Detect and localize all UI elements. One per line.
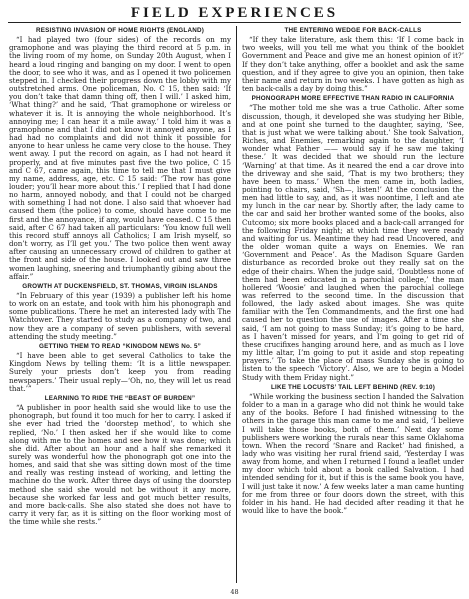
left-column [9,25,231,583]
article-heading: PHONOGRAPH MORE EFFECTIVE THAN RADIO IN CALIFORNIA [251,95,455,103]
right-column [242,25,464,583]
article-heading: LIKE THE LOCUSTS’ TAIL LEFT BEHIND (REV. 9:10) [270,383,436,391]
article-heading: THE ENTERING WEDGE FOR BACK-CALLS [284,27,422,34]
header-rule [8,22,461,23]
article-heading: GETTING THEM TO READ “KINGDOM NEWS No. 5” [38,342,201,350]
article-paragraph: “A publisher in poor health said she would like to use the phonograph, but found it too much for her to carry. I asked if she ever had tried the ‘doorstep method’, to which she replied, ‘No.’ I then asked her if she would like to come along with me to the homes and see how it was done; which she did. After about an hour and a half she remarked it surely was wonderful how the phonograph got one into the homes, and said that she was sitting down most of the time and really was resting instead of working, and letting the machine do the work. After three days of using the doorstep method she said she would not be without it any more, because she worked far less and got much better results, and more back-calls. She also stated she does not have to carry it very far, as it is sitting on the floor working most of the time while she rests.” [9,403,231,527]
article-heading: LEARNING TO RIDE THE “BEAST OF BURDEN” [44,394,196,402]
article-heading: GROWTH AT DUCKENSFIELD, ST. THOMAS, VIRGIN ISLANDS [22,282,218,290]
article-paragraph: “I had played two (four sides) of the records on my gramophone and was playing the third record at 5 p.m. in the living room of my home, on Sunday 20th August, when I heard a loud ringing and banging on my door. I went to open the door, to see who it was, and as I opened it two policemen stepped in. I checked their progress down the lobby with my outstretched arms. One policeman, No. C 15, then said: ‘If you don’t take that damn thing off, then I will.’ I asked him, ‘What thing?’ and he said, ‘That gramophone or wireless or whatever it is. It is annoying the whole neighborhood. It’s annoying me; I can hear it a mile away.’ I told him it was a gramophone and that I did not know it annoyed anyone, as I had had no complaints and did not think it possible for anyone to hear unless he came very close to the house. They went away. I put the record on again, as I had not heard it properly, and at five minutes past five the two police, C 15 and C 67, came again, this time to tell me that I must give my name, address, age, etc. C 15 said: ‘The row has gone louder; you’ll hear more about this.’ I replied that I had done no harm, annoyed nobody, and that I could not be charged with something I had not done. I also said that whoever had caused them (the police) to come, should have come to me first and the annoyance, if any, would have ceased. C 15 then said, after C 67 had taken all particulars: ‘You know full well this record stuff annoys all Catholics; I am Irish myself, so don’t worry, as I’ll get you.’ The two police then went away after causing an unnecessary crowd of children to gather at the front and side of the house. I looked out and saw three women laughing, sneering and triumphantly gibing about the affair.” [9,35,231,281]
article-paragraph: “I have been able to get several Catholics to take the Kingdom News by telling them: ‘It is a little newspaper. Surely your priests don’t keep you from reading newspapers.’ Their usual reply—‘Oh, no, they will let us read that.’” [9,351,231,393]
article-heading: RESISTING INVASION OF HOME RIGHTS (ENGLAND) [35,27,204,34]
page-title: FIELD EXPERIENCES [130,5,339,21]
column-divider [236,26,237,583]
article-paragraph: “The mother told me she was a true Catholic. After some discussion, though, it developed she was studying her Bible, and at one point she turned to the daughter, saying, ‘See, that is just what we were talking about.’ She took Salvation, Riches, and Enemies, remarking again to the daughter, ‘I wonder what Father —— would say if he saw me taking these.’ It was decided that we should run the lecture ‘Warning’ at that time. As it neared the end a car drove into the driveway and she said, ‘That is my two brothers; they have been to mass.’ When the men came in, both ladies, pointing to chairs, said, ‘Sh—, listen!’ At the conclusion the men had little to say, and, as it was noontime, I left and ate my lunch in the car near by. Shortly after, the lady came to the car and said her brother wanted some of the books, also Cutcomo; six more books placed and a back-call arranged for the following Friday night; at which time they were ready and waiting for us. Meantime they had read Uncovered, and the older woman quite a ways on Enemies. We ran ‘Government and Peace’. As the Madison Square Garden disturbance as recorded broke out they really sat on the edge of their chairs. When the judge said, ‘Doubtless none of them had been educated in a parochial college,’ the man hollered ‘Woosie’ and laughed when the parochial college was referred to the second time. In the discussion that followed, the lady asked about images. She was quite familiar with the Ten Commandments, and the first one had caused her to question the use of images. After a time she said, ‘I am not going to mass Sunday; it’s going to be hard, as I haven’t missed for years, and I’m going to get rid of these crucifixes hanging around here, and as much as I love my little altar, I’m going to put it aside and stop repeating prayers.’ To take the place of mass Sunday she is going to listen to the speech ‘Victory’. Also, we are to begin a Model Study with them Friday night.” [242,103,464,382]
page-number: 48 [230,588,239,596]
article-paragraph: “If they take literature, ask them this: ‘If I come back in two weeks, will you tell me what you think of the booklet Government and Peace and give me an honest opinion of it?’ If they don’t take anything, offer a booklet and ask the same question, and if they agree to give you an opinion, then take their name and return in two weeks. I have gotten as high as ten back-calls a day by doing this.” [242,35,464,94]
article-paragraph: “While working the business section I handed the Salvation folder to a man in a garage who did not think he would take any of the books. Before I had finished witnessing to the others in the garage this man came to me and said, ‘I believe I will take those books, both of them.’ Next day some publishers were working the rurals near this same Oklahoma town. When the record ‘Snare and Racket’ had finished, a lady who was visiting her rural friend said, ‘Yesterday I was away from home, and when I returned I found a leaflet under my door which told about a book called Salvation. I had intended sending for it, but if this is the same book you have, I will just take it now.’ A few weeks later a man came hunting for me from three or four doors down the street, with this folder in his hand. He had decided after reading it that he would like to have the book.” [242,391,464,516]
article-paragraph: “In February of this year (1939) a publisher left his home to work on an estate, and took with him his phonograph and some publications. There he met an interested lady with The Watchtower. They started to study as a company of two, and now they are a company of seven publishers, with several attending the study meeting.” [9,291,231,341]
